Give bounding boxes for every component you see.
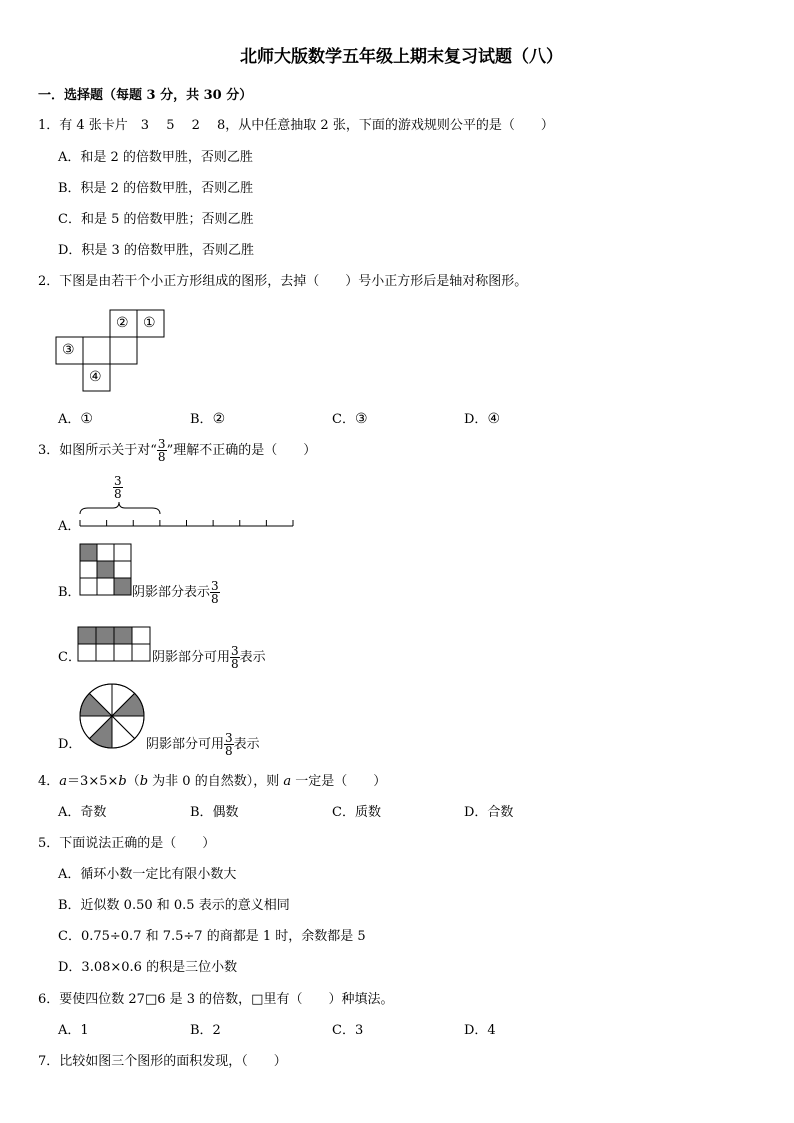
q3-option-b-label: B．: [58, 585, 81, 600]
q6-option-c: C．3: [332, 1023, 364, 1038]
q4-option-d: D．合数: [464, 805, 514, 820]
q6-option-b: B．2: [190, 1023, 221, 1038]
q3c-caption: 阴影部分可用 $\frac{3}{8}$ 表示: [152, 644, 266, 671]
q5-option-b: B．近似数 0.50 和 0.5 表示的意义相同: [58, 898, 290, 913]
q5-stem: 5．下面说法正确的是（ ）: [38, 836, 216, 851]
q3-option-a-label: A．: [58, 519, 81, 534]
q5-option-c: C．0.75÷0.7 和 7.5÷7 的商都是 1 时，余数都是 5: [58, 929, 366, 944]
q2-option-c: C．③: [332, 411, 368, 427]
q3-fraction: $\frac{3}{8}$: [157, 437, 166, 464]
q6-option-d: D．4: [464, 1023, 496, 1038]
q6-option-a: A．1: [58, 1023, 89, 1038]
square-label-4: ④: [89, 369, 102, 385]
square-label-2: ②: [116, 315, 129, 331]
q1-stem: 1．有 4 张卡片 3 5 2 8，从中任意抽取 2 张，下面的游戏规则公平的是（ ）: [38, 118, 554, 133]
q4-option-a: A．奇数: [58, 805, 107, 820]
q3-stem: 3．如图所示关于对“ $\frac{3}{8}$ ”理解不正确的是（ ）: [38, 437, 317, 464]
q2-option-b: B．②: [190, 411, 226, 427]
q6-stem: 6．要使四位数 27□6 是 3 的倍数，□里有（ ）种填法。: [38, 992, 394, 1007]
q3a-fraction: $\frac{3}{8}$: [114, 474, 122, 501]
q1-option-a: A．和是 2 的倍数甲胜，否则乙胜: [58, 150, 253, 165]
q3-option-d-label: D．: [58, 737, 82, 752]
q4-option-c: C．质数: [332, 805, 381, 820]
q3d-caption: 阴影部分可用 $\frac{3}{8}$ 表示: [146, 731, 260, 758]
q5-option-d: D．3.08×0.6 的积是三位小数: [58, 960, 238, 975]
q3-option-c-label: C．: [58, 650, 81, 665]
q4-stem: 4．a＝3×5×b（b 为非 0 的自然数），则 a 一定是（ ）: [38, 774, 387, 789]
q2-option-d: D．④: [464, 411, 500, 427]
section-heading: 一．选择题（每题 3 分，共 30 分）: [38, 88, 253, 103]
square-label-3: ③: [62, 342, 75, 358]
q1-option-b: B．积是 2 的倍数甲胜，否则乙胜: [58, 181, 254, 196]
square-label-1: ①: [143, 315, 156, 331]
q5-option-a: A．循环小数一定比有限小数大: [58, 867, 237, 882]
q2-stem: 2．下图是由若干个小正方形组成的图形，去掉（ ）号小正方形后是轴对称图形。: [38, 274, 528, 289]
q4-option-b: B．偶数: [190, 805, 239, 820]
q2-option-a: A．①: [58, 411, 93, 427]
q1-option-d: D．积是 3 的倍数甲胜，否则乙胜: [58, 243, 254, 258]
q3b-caption: 阴影部分表示 $\frac{3}{8}$: [132, 579, 219, 606]
page-title: 北师大版数学五年级上期末复习试题（八）: [240, 47, 563, 67]
q1-option-c: C．和是 5 的倍数甲胜；否则乙胜: [58, 212, 254, 227]
q7-stem: 7．比较如图三个图形的面积发现，（ ）: [38, 1054, 287, 1069]
